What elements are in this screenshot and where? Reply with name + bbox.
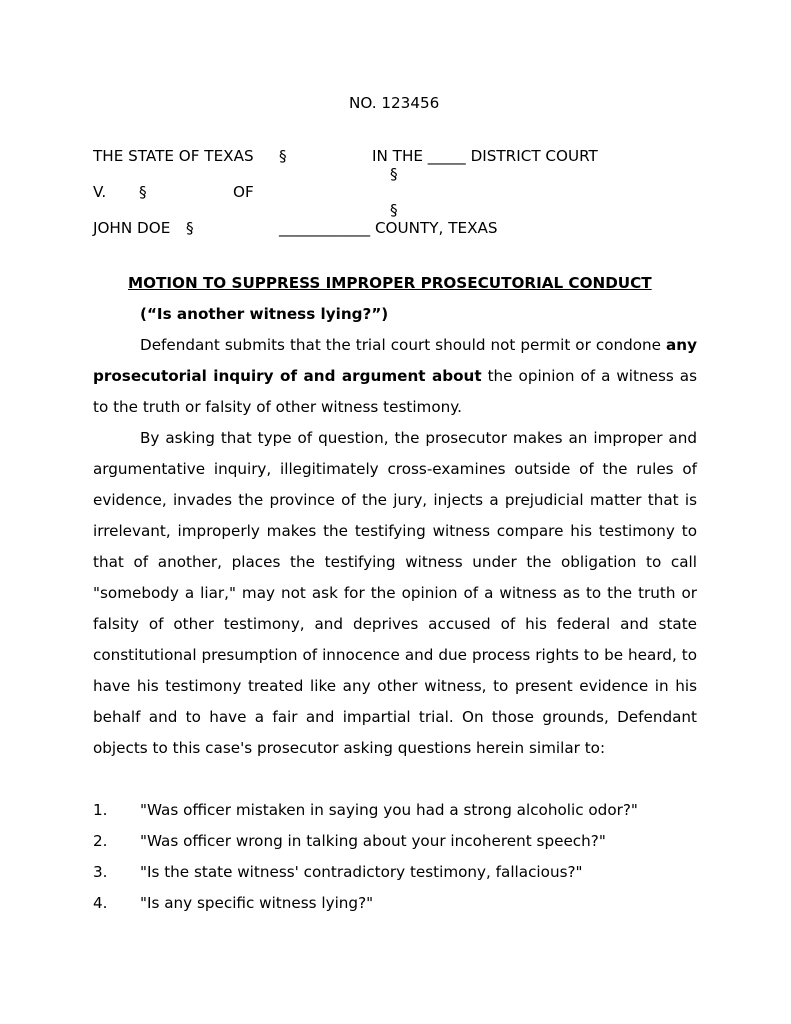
paragraph-opening-text: Defendant submits that the trial court should not permit or condone [140, 336, 667, 354]
section-symbol: § [279, 147, 287, 165]
list-item-number: 2. [93, 832, 108, 850]
caption-of: OF [233, 183, 254, 201]
caption-defendant: JOHN DOE [93, 219, 171, 237]
list-item [93, 831, 606, 851]
list-item-number: 1. [93, 801, 108, 819]
list-item-number: 3. [93, 863, 108, 881]
list-item-text: "Is any specific witness lying?" [140, 894, 374, 912]
case-number: NO. 123456 [349, 94, 440, 112]
list-item-text: "Was officer mistaken in saying you had a strong alcoholic odor?" [140, 801, 638, 819]
list-item-text: "Was officer wrong in talking about your incoherent speech?" [140, 832, 606, 850]
section-symbol: § [390, 201, 398, 219]
paragraph-argument: By asking that type of question, the prosecutor makes an improper and argumentative inquiry, illegitimately cross-examines outside of the rules of evidence, invades the province of the jury, injects a prejudicial matter that is irrelevant, improperly makes the testifying witness compare his testimony to that of another, places the testifying witness under the obligation to call "somebody a liar," may not ask for the opinion of a witness as to the truth or falsity of other testimony, and deprives accused of his federal and state constitutional presumption of innocence and due process rights to be heard, to have his testimony treated like any other witness, to present evidence in his behalf and to have a fair and impartial trial. On those grounds, Defendant objects to this case's prosecutor asking questions herein similar to: [93, 429, 697, 757]
list-item [93, 800, 638, 820]
paragraph-opening [93, 330, 697, 423]
section-symbol: § [186, 219, 194, 237]
caption-court: IN THE _____ DISTRICT COURT [372, 147, 598, 165]
caption-party-state: THE STATE OF TEXAS [93, 147, 254, 165]
caption-versus: V. [93, 183, 107, 201]
paragraph-opening-text-end: the opinion of a witness as to the truth or falsity of other witness testimony. [93, 367, 697, 416]
paragraph-opening-emphasis: any prosecutorial inquiry of and argument about [93, 336, 697, 385]
list-item-text: "Is the state witness' contradictory testimony, fallacious?" [140, 863, 583, 881]
motion-title: MOTION TO SUPPRESS IMPROPER PROSECUTORIAL CONDUCT [128, 274, 652, 292]
list-item [93, 893, 373, 913]
section-symbol: § [139, 183, 147, 201]
section-symbol: § [390, 165, 398, 183]
motion-subtitle: (“Is another witness lying?”) [140, 305, 389, 323]
list-item [93, 862, 583, 882]
caption-county: ____________ COUNTY, TEXAS [279, 219, 498, 237]
list-item-number: 4. [93, 894, 108, 912]
